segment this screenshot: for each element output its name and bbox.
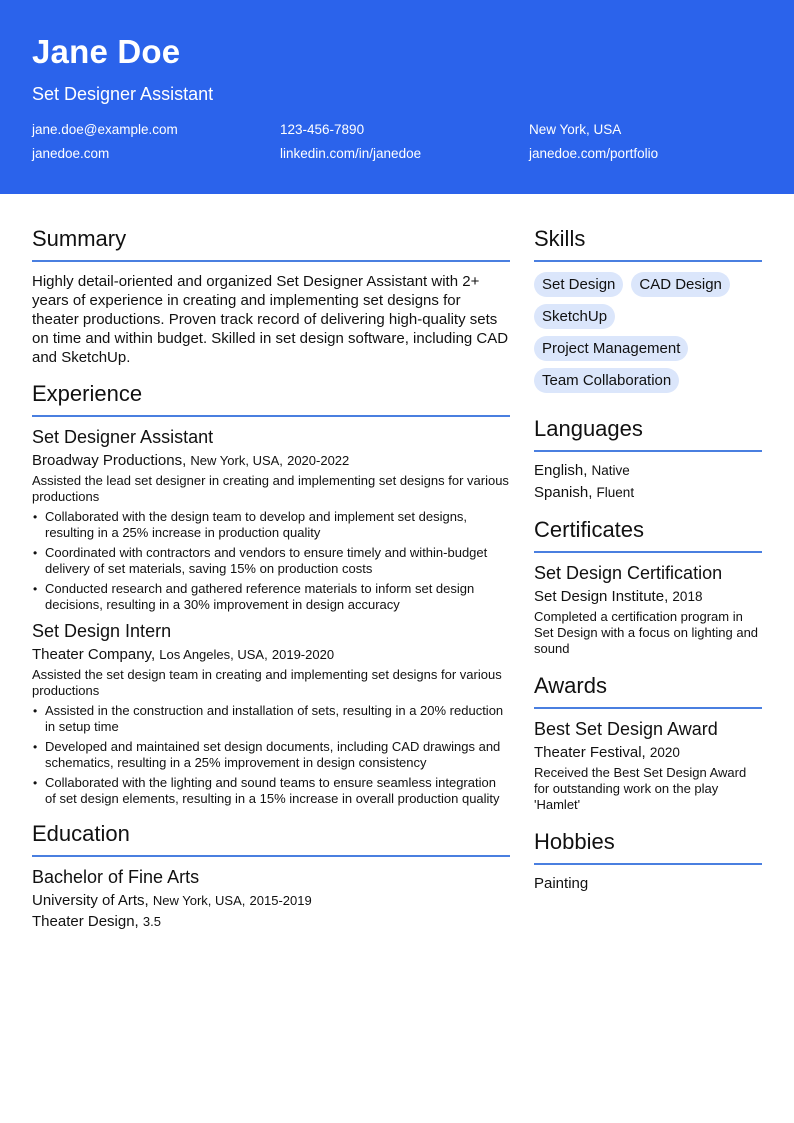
list-item: • Collaborated with the design team to develop and implement set designs, resulting in a 25% increase in production quality [32,509,510,541]
job-meta [32,646,510,663]
section-title: Languages [534,416,762,452]
summary-section [32,226,510,367]
contact-portfolio[interactable]: janedoe.com/portfolio [529,146,659,161]
award-name: Best Set Design Award [534,719,718,739]
language-name: Spanish, [534,484,593,501]
experience-item [32,621,510,807]
skill-chip: SketchUp [534,304,615,329]
award-meta [534,744,762,761]
job-description: Assisted the set design team in creating and implementing set designs for various productions [32,667,502,698]
language-level: Fluent [596,485,635,500]
certificates-section [534,517,762,657]
certificate-issuer: Set Design Institute, [534,588,669,605]
job-meta [32,452,510,469]
language-item [534,484,762,501]
contact-website[interactable]: janedoe.com [32,146,110,161]
certificate-description: Completed a certification program in Set Design with a focus on lighting and sound [534,609,759,656]
skill-chip: CAD Design [631,272,730,297]
section-title: Certificates [534,517,762,553]
job-dates: 2020-2022 [287,453,350,468]
languages-section [534,416,762,501]
right-column [534,226,762,908]
job-title: Set Designer Assistant [32,427,214,447]
degree-title: Bachelor of Fine Arts [32,867,200,887]
section-title: Awards [534,673,762,709]
section-title: Summary [32,226,510,262]
summary-text: Highly detail-oriented and organized Set Designer Assistant with 2+ years of experience in creating and implementing set designs for theater productions. Proven track record of delivering high-quality sets on time and within budget. Skilled in set design software, including CAD and SketchUp. [32,273,509,366]
gpa-value: 3.5 [142,914,161,929]
list-item: • Assisted in the construction and installation of sets, resulting in a 20% reduction in setup time [32,703,510,735]
job-location: New York, USA, [190,453,283,468]
school-location: New York, USA, [152,893,246,908]
award-issuer: Theater Festival, [534,744,646,761]
resume-header [0,0,794,194]
section-title: Education [32,821,510,857]
skill-chip: Team Collaboration [534,368,679,393]
certificate-year: 2018 [672,589,703,604]
skills-section [534,226,762,400]
contact-email[interactable]: jane.doe@example.com [32,122,178,137]
education-dates: 2015-2019 [249,893,312,908]
contact-location: New York, USA [529,122,622,137]
job-bullets [32,703,510,807]
job-organization: Broadway Productions, [32,452,187,469]
list-item: • Collaborated with the lighting and sound teams to ensure seamless integration of set design elements, resulting in a 15% increase in overall production quality [32,775,510,807]
skills-list [534,272,762,400]
award-year: 2020 [649,745,680,760]
job-title: Set Design Intern [32,621,172,641]
experience-section [32,381,510,807]
education-field [32,913,510,930]
school-name: University of Arts, [32,892,149,909]
education-meta [32,892,510,909]
job-description: Assisted the lead set designer in creating and implementing set designs for various productions [32,473,509,504]
skill-chip: Set Design [534,272,623,297]
experience-item [32,427,510,613]
list-item: • Conducted research and gathered reference materials to inform set design decisions, resulting in a 30% improvement in design accuracy [32,581,510,613]
language-level: Native [591,463,630,478]
hobby-item: Painting [534,875,589,892]
contact-linkedin[interactable]: linkedin.com/in/janedoe [280,146,422,161]
list-item: • Developed and maintained set design documents, including CAD drawings and schematics, resulting in a 25% improvement in design consistency [32,739,510,771]
job-location: Los Angeles, USA, [159,647,268,662]
job-dates: 2019-2020 [271,647,335,662]
award-description: Received the Best Set Design Award for outstanding work on the play 'Hamlet' [534,765,747,812]
language-name: English, [534,462,588,479]
language-item [534,462,762,479]
field-of-study: Theater Design, [32,913,139,930]
list-item: • Coordinated with contractors and vendors to ensure timely and within-budget delivery of set materials, saving 15% on production costs [32,545,510,577]
job-bullets [32,509,510,613]
contact-phone[interactable]: 123-456-7890 [280,122,365,137]
certificate-name: Set Design Certification [534,563,723,583]
left-column [32,226,510,944]
candidate-role: Set Designer Assistant [32,84,214,104]
job-organization: Theater Company, [32,646,156,663]
section-title: Skills [534,226,762,262]
hobbies-section [534,829,762,892]
candidate-name: Jane Doe [32,33,181,70]
education-section [32,821,510,930]
certificate-meta [534,588,762,605]
section-title: Hobbies [534,829,762,865]
section-title: Experience [32,381,510,417]
awards-section [534,673,762,813]
skill-chip: Project Management [534,336,688,361]
